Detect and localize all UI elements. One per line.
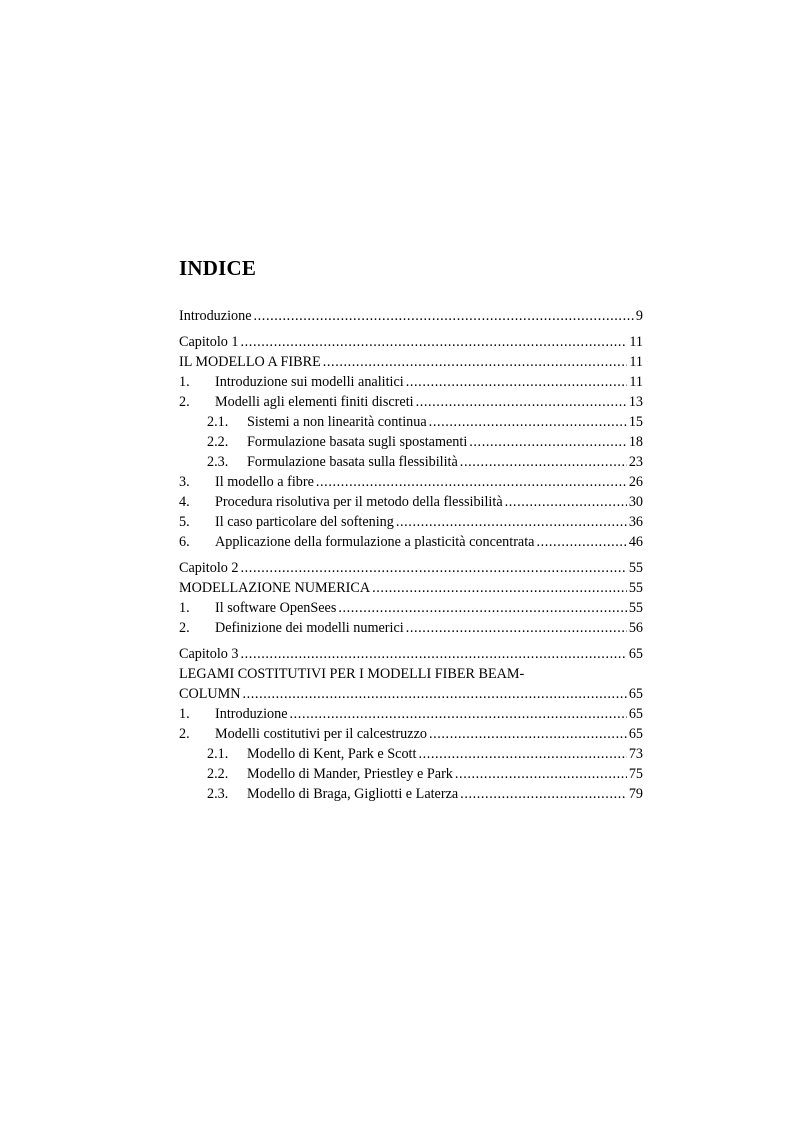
dot-leader bbox=[241, 644, 627, 664]
toc-entry[interactable] bbox=[179, 352, 643, 372]
toc-page-number: 11 bbox=[629, 374, 643, 390]
toc-entry[interactable] bbox=[179, 744, 643, 764]
toc-page-number: 55 bbox=[628, 560, 643, 576]
toc-entry-text: Introduzione sui modelli analitici bbox=[215, 374, 404, 390]
dot-leader bbox=[290, 704, 627, 724]
dot-leader bbox=[418, 744, 626, 764]
toc-page-number: 65 bbox=[628, 726, 643, 742]
toc-page-number: 13 bbox=[628, 394, 643, 410]
dot-leader bbox=[469, 432, 627, 452]
toc-entry-text: Sistemi a non linearità continua bbox=[247, 414, 427, 430]
toc-entry-text: Formulazione basata sugli spostamenti bbox=[247, 434, 468, 450]
toc-page-number: 65 bbox=[628, 706, 643, 722]
toc-entry[interactable] bbox=[179, 532, 643, 552]
toc-entry-text: Formulazione basata sulla flessibilità bbox=[247, 454, 458, 470]
toc-page-number: 65 bbox=[628, 646, 643, 662]
dot-leader bbox=[455, 764, 627, 784]
dot-leader bbox=[460, 784, 627, 804]
toc-entry[interactable] bbox=[179, 618, 643, 638]
toc-entry[interactable] bbox=[179, 306, 643, 326]
toc-entry-number: 1. bbox=[179, 374, 190, 390]
toc-entry-number: 2. bbox=[179, 726, 190, 742]
toc-page-number: 30 bbox=[628, 494, 643, 510]
toc-entry[interactable] bbox=[179, 704, 643, 724]
toc-entry[interactable] bbox=[179, 644, 643, 664]
toc-entry[interactable] bbox=[179, 392, 643, 412]
page-title: INDICE bbox=[179, 256, 257, 280]
toc-entry-text: Applicazione della formulazione a plasticità concentrata bbox=[215, 534, 535, 550]
toc-entry[interactable] bbox=[179, 472, 643, 492]
toc-entry-number: 2.2. bbox=[207, 434, 229, 450]
toc-entry-number: 2.1. bbox=[207, 414, 229, 430]
toc-entry-text: Modelli costitutivi per il calcestruzzo bbox=[215, 726, 427, 742]
toc-entry-number: 2.1. bbox=[207, 746, 229, 762]
dot-leader bbox=[323, 352, 628, 372]
toc-page-number: 46 bbox=[628, 534, 643, 550]
toc-entry[interactable] bbox=[179, 578, 643, 598]
toc-entry-number: 6. bbox=[179, 534, 190, 550]
dot-leader bbox=[241, 558, 627, 578]
dot-leader bbox=[396, 512, 627, 532]
toc-entry-text: IL MODELLO A FIBRE bbox=[179, 354, 321, 370]
dot-leader bbox=[241, 332, 628, 352]
toc-entry-text: Il software OpenSees bbox=[215, 600, 337, 616]
toc-entry-text: MODELLAZIONE NUMERICA bbox=[179, 580, 371, 596]
dot-leader bbox=[316, 472, 627, 492]
toc-page-number: 56 bbox=[628, 620, 643, 636]
toc-page-number: 75 bbox=[628, 766, 643, 782]
dot-leader bbox=[460, 452, 627, 472]
toc-page-number: 79 bbox=[628, 786, 643, 802]
toc-entry[interactable] bbox=[179, 452, 643, 472]
toc-entry-text: Capitolo 1 bbox=[179, 334, 239, 350]
toc-page-number: 36 bbox=[628, 514, 643, 530]
dot-leader bbox=[406, 372, 628, 392]
dot-leader bbox=[536, 532, 626, 552]
toc-entry[interactable] bbox=[179, 684, 643, 704]
toc-page-number: 11 bbox=[629, 354, 643, 370]
toc-entry-text: Capitolo 2 bbox=[179, 560, 239, 576]
toc-entry-number: 2.3. bbox=[207, 454, 229, 470]
toc-entry[interactable] bbox=[179, 558, 643, 578]
toc-page-number: 11 bbox=[629, 334, 643, 350]
toc-entry-number: 5. bbox=[179, 514, 190, 530]
toc-page-number: 55 bbox=[628, 600, 643, 616]
toc-entry-number: 1. bbox=[179, 600, 190, 616]
toc-entry-text: Introduzione bbox=[215, 706, 288, 722]
toc-entry-text: COLUMN bbox=[179, 686, 241, 702]
dot-leader bbox=[372, 578, 627, 598]
dot-leader bbox=[254, 306, 634, 326]
toc-entry-text: Modello di Mander, Priestley e Park bbox=[247, 766, 453, 782]
toc-entry[interactable] bbox=[179, 784, 643, 804]
toc-entry-text: Il caso particolare del softening bbox=[215, 514, 394, 530]
toc-entry[interactable] bbox=[179, 724, 643, 744]
toc-entry-text: Modello di Kent, Park e Scott bbox=[247, 746, 417, 762]
toc-entry-text: Introduzione bbox=[179, 308, 252, 324]
toc-page-number: 23 bbox=[628, 454, 643, 470]
toc-page-number: 26 bbox=[628, 474, 643, 490]
dot-leader bbox=[416, 392, 627, 412]
dot-leader bbox=[338, 598, 626, 618]
table-of-contents bbox=[179, 306, 643, 804]
toc-entry-number: 1. bbox=[179, 706, 190, 722]
toc-page-number: 73 bbox=[628, 746, 643, 762]
toc-entry[interactable] bbox=[179, 412, 643, 432]
toc-entry-text: Modelli agli elementi finiti discreti bbox=[215, 394, 414, 410]
toc-entry[interactable] bbox=[179, 332, 643, 352]
toc-entry-number: 2. bbox=[179, 620, 190, 636]
toc-entry-text: Il modello a fibre bbox=[215, 474, 314, 490]
toc-entry-number: 2. bbox=[179, 394, 190, 410]
toc-entry-text: Capitolo 3 bbox=[179, 646, 239, 662]
toc-page-number: 18 bbox=[628, 434, 643, 450]
toc-entry-number: 3. bbox=[179, 474, 190, 490]
toc-entry-text: Procedura risolutiva per il metodo della flessibilità bbox=[215, 494, 503, 510]
toc-page-number: 15 bbox=[628, 414, 643, 430]
toc-entry[interactable] bbox=[179, 492, 643, 512]
dot-leader bbox=[242, 684, 626, 704]
dot-leader bbox=[429, 412, 627, 432]
toc-entry-text: Modello di Braga, Gigliotti e Laterza bbox=[247, 786, 459, 802]
toc-entry-number: 2.2. bbox=[207, 766, 229, 782]
toc-entry-first-line[interactable]: LEGAMI COSTITUTIVI PER I MODELLI FIBER BEAM- bbox=[179, 666, 525, 682]
toc-entry[interactable] bbox=[179, 372, 643, 392]
dot-leader bbox=[505, 492, 627, 512]
dot-leader bbox=[429, 724, 627, 744]
toc-entry[interactable] bbox=[179, 512, 643, 532]
toc-page-number: 55 bbox=[628, 580, 643, 596]
toc-entry[interactable] bbox=[179, 598, 643, 618]
toc-entry-text: Definizione dei modelli numerici bbox=[215, 620, 404, 636]
toc-entry-number: 4. bbox=[179, 494, 190, 510]
toc-page-number: 65 bbox=[628, 686, 643, 702]
toc-entry[interactable] bbox=[179, 432, 643, 452]
toc-entry[interactable] bbox=[179, 764, 643, 784]
toc-page-number: 9 bbox=[635, 308, 643, 324]
toc-entry-number: 2.3. bbox=[207, 786, 229, 802]
dot-leader bbox=[406, 618, 627, 638]
